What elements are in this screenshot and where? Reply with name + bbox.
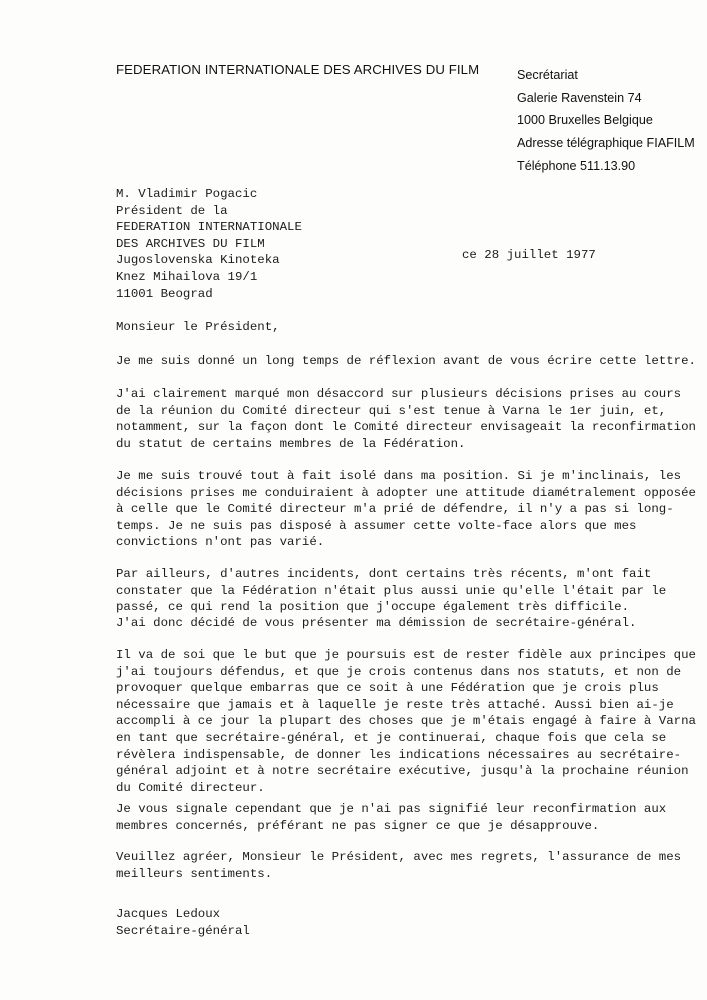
signature-title: Secrétaire-général: [116, 923, 250, 938]
paragraph-line: du Comité directeur.: [116, 780, 265, 795]
signature-name: Jacques Ledoux: [116, 907, 221, 921]
secretariat-label: Secrétariat: [517, 68, 578, 82]
paragraph-line: révèlera indispensable, de donner les indications nécessaires au secrétaire-: [116, 747, 682, 762]
paragraph-line: Il va de soi que le but que je poursuis est de rester fidèle aux principes que: [116, 648, 696, 662]
signature-block: [116, 906, 250, 939]
letterhead-organization: FEDERATION INTERNATIONALE DES ARCHIVES DU FILM: [116, 62, 480, 77]
paragraph-3: [116, 468, 696, 551]
letterhead-secretariat-block: [517, 64, 695, 178]
paragraph-line: décisions prises me conduiraient à adopter une attitude diamétralement opposée: [116, 485, 696, 500]
paragraph-line: constater que la Fédération n'était plus aussi unie qu'elle l'était par le: [116, 583, 667, 598]
paragraph-line: convictions n'ont pas varié.: [116, 535, 325, 550]
paragraph-7: [116, 801, 666, 834]
recipient-line: DES ARCHIVES DU FILM: [116, 236, 265, 251]
paragraph-line: j'ai toujours défendus, et que je crois contenus dans nos statuts, et non de: [116, 664, 682, 679]
paragraph-line: J'ai clairement marqué mon désaccord sur plusieurs décisions prises au cours: [116, 387, 682, 401]
paragraph-5: [116, 615, 637, 632]
paragraph-4: [116, 566, 666, 616]
paragraph-line: de la réunion du Comité directeur qui s'est tenue à Varna le 1er juin, et,: [116, 403, 667, 418]
paragraph-line: notamment, sur la façon dont le Comité directeur envisageait la reconfirmation: [116, 420, 696, 435]
paragraph-line: meilleurs sentiments.: [116, 866, 273, 881]
recipient-line: Président de la: [116, 203, 228, 218]
paragraph-line: en tant que secrétaire-général, et je continuerai, chaque fois que cela se: [116, 730, 667, 745]
paragraph-line: temps. Je ne suis pas disposé à assumer cette volte-face alors que mes: [116, 518, 637, 533]
paragraph-line: nécessaire que jamais et à laquelle je reste très attaché. Aussi bien ai-je: [116, 697, 674, 712]
paragraph-1: [116, 353, 696, 370]
recipient-address: [116, 186, 302, 302]
recipient-line: Jugoslovenska Kinoteka: [116, 253, 280, 268]
paragraph-line: du statut de certains membres de la Fédération.: [116, 436, 466, 451]
secretariat-phone: Téléphone 511.13.90: [517, 158, 636, 173]
recipient-line: FEDERATION INTERNATIONALE: [116, 220, 302, 235]
letter-date: ce 28 juillet 1977: [462, 248, 596, 262]
recipient-line: Knez Mihailova 19/1: [116, 269, 258, 284]
paragraph-2: [116, 386, 696, 452]
paragraph-line: Veuillez agréer, Monsieur le Président, avec mes regrets, l'assurance de mes: [116, 850, 682, 864]
paragraph-line: Je vous signale cependant que je n'ai pas signifié leur reconfirmation aux: [116, 802, 667, 816]
paragraph-line: passé, ce qui rend la position que j'occupe également très difficile.: [116, 600, 630, 615]
paragraph-8: [116, 849, 681, 882]
paragraph-line: Je me suis donné un long temps de réflexion avant de vous écrire cette lettre.: [116, 354, 696, 368]
recipient-line: M. Vladimir Pogacic: [116, 187, 258, 201]
paragraph-6: [116, 647, 696, 796]
salutation: Monsieur le Président,: [116, 320, 280, 334]
secretariat-city: 1000 Bruxelles Belgique: [517, 113, 653, 128]
paragraph-line: accompli à ce jour la plupart des choses que je m'étais engagé à faire à Varna: [116, 714, 696, 729]
secretariat-telegraph: Adresse télégraphique FIAFILM: [517, 136, 695, 151]
paragraph-line: membres concernés, préférant ne pas signer ce que je désapprouve.: [116, 818, 600, 833]
paragraph-line: provoquer quelque embarras que ce soit à une Fédération que je crois plus: [116, 681, 659, 696]
paragraph-line: J'ai donc décidé de vous présenter ma démission de secrétaire-général.: [116, 616, 637, 630]
secretariat-street: Galerie Ravenstein 74: [517, 90, 642, 105]
paragraph-line: Par ailleurs, d'autres incidents, dont certains très récents, m'ont fait: [116, 567, 652, 581]
paragraph-line: Je me suis trouvé tout à fait isolé dans ma position. Si je m'inclinais, les: [116, 469, 682, 483]
paragraph-line: général adjoint et à notre secrétaire exécutive, jusqu'à la prochaine réunion: [116, 764, 689, 779]
paragraph-line: à celle que le Comité directeur m'a prié de défendre, il n'y a pas si long-: [116, 502, 674, 517]
recipient-line: 11001 Beograd: [116, 286, 213, 301]
